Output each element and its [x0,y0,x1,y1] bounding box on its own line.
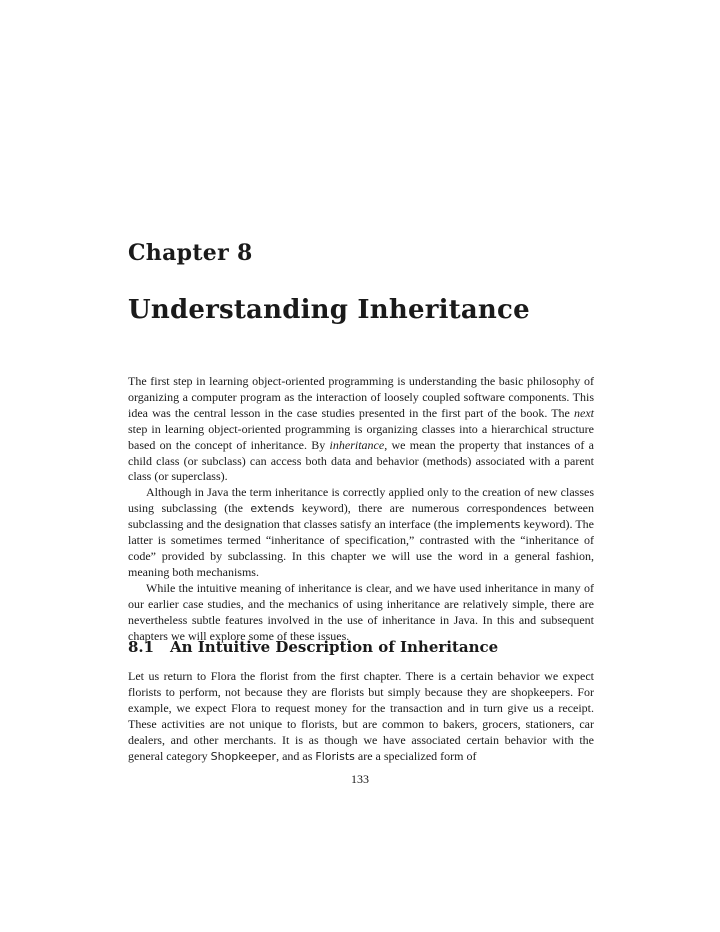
text-run: , and as [276,748,316,763]
code-keyword-extends: extends [250,502,295,516]
class-name-shopkeeper: Shopkeeper [210,749,277,763]
chapter-title: Understanding Inheritance [128,295,530,325]
code-keyword-implements: implements [455,518,521,532]
text-run: , we mean the property that instances of a child class (or subclass) can access both data and behavior (methods) associated with a parent class (or superclass). [128,437,594,484]
section-heading [128,638,498,656]
page-number: 133 [351,772,369,786]
text-run: The first step in learning object-oriented programming is understanding the basic philosophy of organizing a computer program as the interaction of loosely coupled software components. This idea was the central lesson in the case studies presented in the first part of the book. The [128,374,594,420]
chapter-label: Chapter 8 [128,240,253,266]
text-run: Let us return to Flora the florist from the first chapter. There is a certain behavior we expect florists to perform, not because they are florists but simply because they are shopkeepers. For example, we expect Flora to request money for the transaction and in turn give us a receipt. These activities are not unique to florists, but are common to bakers, grocers, stationers, car dealers, and other merchants. It is as though we have associated certain behavior with the general category [128,669,594,763]
text-run: keyword). The latter is sometimes termed “inheritance of specification,” contrasted with the “inheritance of code” provided by subclassing. In this chapter we will use the word in a general fashion, meaning both mechanisms. [128,517,594,579]
section-title: An Intuitive Description of Inheritance [170,638,499,656]
text-run: are a specialized form of [354,748,477,763]
text-run: Although in Java the term inheritance is correctly applied only to the creation of new classes using subclassing (the [128,485,594,516]
emphasis-inheritance: inheritance [329,437,385,452]
emphasis-next: next [574,405,594,420]
text-run: step in learning object-oriented programming is organizing classes into a hierarchical structure based on the concept of inheritance. By [128,421,594,452]
section-body [128,669,594,764]
intro-paragraph-2 [128,485,594,580]
intro-paragraph-1 [128,374,594,485]
section-number: 8.1 [128,638,155,656]
chapter-introduction [128,374,594,644]
section-paragraph-1 [128,669,594,764]
class-name-florists: Florists [315,749,355,763]
intro-paragraph-3: While the intuitive meaning of inheritance is clear, and we have used inheritance in many of our earlier case studies, and the mechanics of using inheritance are relatively simple, there are nevertheless subtle features involved in the use of inheritance in Java. In this and subsequent chapters we will explore some of these issues. [128,580,594,643]
text-run: keyword), there are numerous correspondences between subclassing and the designation that classes satisfy an interface (the [128,501,594,532]
